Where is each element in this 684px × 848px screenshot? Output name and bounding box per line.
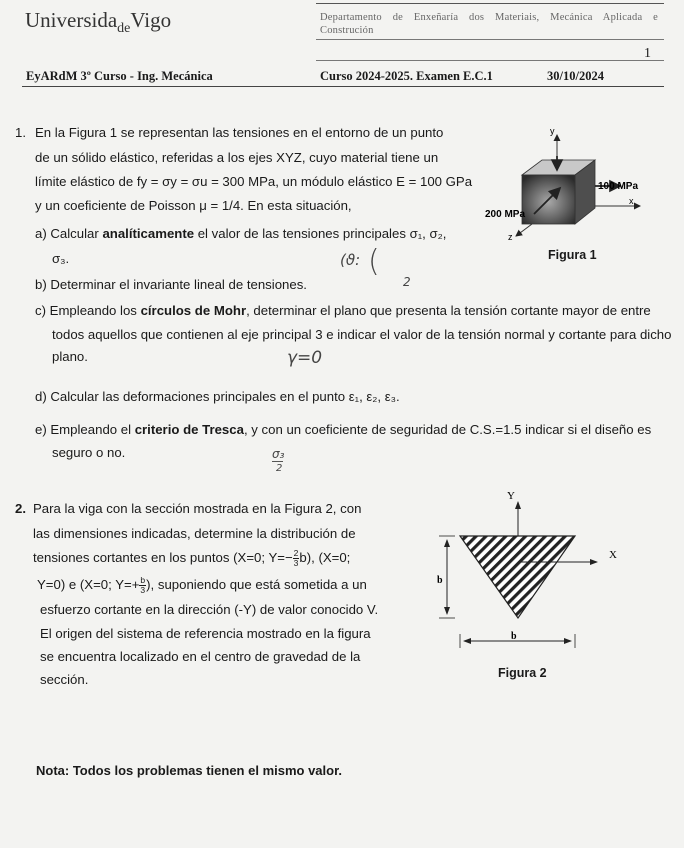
- q2-line-4: Y=0) e (X=0; Y=+ $\frac{b}{3}$ ), suponiendo que está sometida a un: [37, 575, 367, 596]
- q1-part-a: a) Calcular analíticamente el valor de las tensiones principales σ₁, σ₂,: [35, 226, 447, 241]
- department-name: Departamento de Enxeñaría dos Materiais, Mecánica Aplicada e Construción: [320, 12, 658, 36]
- fig2-y-label: Y: [507, 490, 515, 502]
- handwritten-two-denominator: 2: [276, 463, 283, 474]
- q1-part-b: b) Determinar el invariante lineal de tensiones.: [35, 277, 307, 292]
- figure-1-caption: Figura 1: [548, 248, 597, 262]
- q1-part-e-line2: seguro o no.: [52, 445, 126, 460]
- exam-date: 30/10/2024: [547, 69, 604, 83]
- fig2-height-label: b: [437, 575, 443, 586]
- fig2-width-label: b: [511, 631, 517, 642]
- triangle-cross-section: [460, 536, 575, 618]
- q2-number: 2.: [15, 501, 26, 516]
- q1-part-a-line2: σ₃.: [52, 251, 70, 266]
- stress-label-200: 200 MPa: [485, 209, 526, 220]
- q2-line-1: Para la viga con la sección mostrada en la Figura 2, con: [33, 501, 362, 516]
- q1-part-d: d) Calcular las deformaciones principales en el punto ε₁, ε₂, ε₃.: [35, 389, 400, 404]
- q1-part-e: e) Empleando el criterio de Tresca, y con un coeficiente de seguridad de C.S.=1.5 indicar si el diseño es: [35, 422, 652, 437]
- handwritten-gamma: γ=0: [287, 348, 323, 368]
- fig1-x-label: x: [629, 196, 634, 206]
- handwritten-note: (ϑ:: [340, 251, 361, 269]
- q2-line-3: tensiones cortantes en los puntos (X=0; Y=− $\frac{2}{3}$ b), (X=0;: [33, 548, 351, 569]
- q1-intro-line-4: y un coeficiente de Poisson μ = 1/4. En esta situación,: [35, 198, 352, 213]
- figure-2-caption: Figura 2: [498, 666, 547, 680]
- footer-note: Nota: Todos los problemas tienen el mismo valor.: [36, 763, 343, 778]
- q2-line-7: se encuentra localizado en el centro de gravedad de la: [40, 649, 361, 664]
- q2-line-5: esfuerzo cortante en la dirección (-Y) de valor conocido V.: [40, 602, 379, 617]
- stress-label-100: 100 MPa: [598, 181, 639, 192]
- q1-part-c: c) Empleando los círculos de Mohr, determinar el plano que presenta la tensión cortante mayor de entre: [35, 303, 651, 318]
- q1-part-c-line2: todos aquellos que contienen al eje principal 3 e indicar el valor de la tensión normal y cortante para dicho: [52, 327, 672, 342]
- handwritten-sigma: σ₃: [272, 447, 285, 461]
- q1-part-c-line3: plano.: [52, 349, 88, 364]
- exam-title: Curso 2024-2025. Examen E.C.1: [320, 69, 493, 83]
- q2-line-6: El origen del sistema de referencia mostrado en la figura: [40, 626, 371, 641]
- fig1-z-label: z: [508, 232, 513, 242]
- fig2-x-label: X: [609, 549, 617, 561]
- course-info: EyARdM 3º Curso - Ing. Mecánica: [26, 69, 213, 83]
- university-logo: Universida$_{de}$Vigo: [25, 8, 172, 36]
- q2-line-2: las dimensiones indicadas, determine la distribución de: [33, 526, 356, 541]
- q1-number: 1.: [15, 125, 26, 140]
- q2-line-8: sección.: [40, 672, 89, 687]
- q1-intro-line-1: En la Figura 1 se representan las tensiones en el entorno de un punto: [35, 125, 444, 140]
- figure-2-triangle-section: [425, 486, 640, 661]
- handwritten-two: 2: [403, 275, 411, 289]
- q1-intro-line-2: de un sólido elástico, referidas a los ejes XYZ, cuyo material tiene un: [35, 150, 439, 165]
- handwritten-paren: (: [368, 244, 380, 279]
- fig1-y-label: y: [550, 126, 555, 136]
- figure-1-stress-cube: [480, 118, 680, 268]
- q1-intro-line-3: límite elástico de fy = σy = σu = 300 MPa, un módulo elástico E = 100 GPa: [35, 174, 473, 189]
- page-number: 1: [644, 46, 651, 61]
- z-axis: [516, 224, 532, 236]
